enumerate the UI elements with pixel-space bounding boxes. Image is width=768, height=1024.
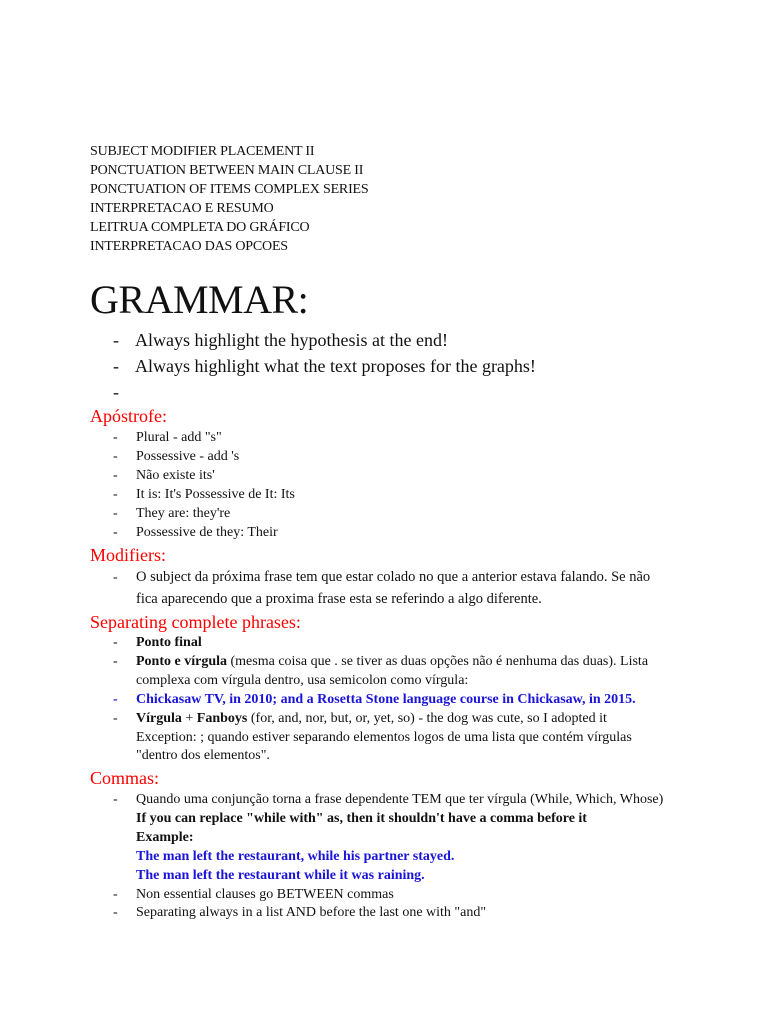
grammar-bullets xyxy=(113,327,536,405)
separating-item-example xyxy=(113,691,671,710)
commas-item-separating xyxy=(113,904,671,923)
grammar-bullet xyxy=(113,327,536,353)
bullet-dash: - xyxy=(113,570,118,585)
topic-item: INTERPRETACAO E RESUMO xyxy=(90,200,274,216)
bullet-dash: - xyxy=(113,430,118,445)
fanboys-text: (for, and, nor, but, or, yet, so) - the dog was cute, so I adopted it xyxy=(247,710,607,726)
apostrofe-item xyxy=(113,448,671,467)
apostrofe-item-text: Não existe its' xyxy=(136,467,215,483)
modifiers-list xyxy=(113,567,671,610)
topic-item: PONCTUATION OF ITEMS COMPLEX SERIES xyxy=(90,181,369,197)
commas-list xyxy=(113,791,671,923)
apostrofe-item-text: It is: It's Possessive de It: Its xyxy=(136,486,295,502)
topic-item: SUBJECT MODIFIER PLACEMENT II xyxy=(90,144,315,159)
bullet-dash: - xyxy=(113,524,118,540)
apostrofe-item xyxy=(113,467,671,486)
modifiers-item xyxy=(113,567,671,610)
apostrofe-item xyxy=(113,486,671,505)
apostrofe-list xyxy=(113,429,671,542)
non-essential-text: Non essential clauses go BETWEEN commas xyxy=(136,886,394,902)
commas-item-non-essential xyxy=(113,886,671,905)
plus-sign: + xyxy=(181,710,197,726)
semicolon-example-text: Chickasaw TV, in 2010; and a Rosetta Stone language course in Chickasaw, in 2015. xyxy=(136,691,636,707)
grammar-title: GRAMMAR: xyxy=(90,277,309,322)
bullet-dash: - xyxy=(113,330,119,350)
bullet-dash: - xyxy=(113,486,118,502)
bullet-dash: - xyxy=(113,653,118,669)
commas-item-conjuncao xyxy=(113,791,671,886)
conjuncao-rule: If you can replace "while with" as, then it shouldn't have a comma before it xyxy=(136,810,587,826)
modifiers-heading: Modifiers: xyxy=(90,545,166,565)
separating-item-ponto-virgula xyxy=(113,653,671,691)
fanboys-label: Fanboys xyxy=(196,710,248,726)
bullet-dash: - xyxy=(113,505,118,521)
grammar-bullet-text: Always highlight what the text proposes for the graphs! xyxy=(135,356,536,376)
topic-item: PONCTUATION BETWEEN MAIN CLAUSE II xyxy=(90,162,364,178)
bullet-dash: - xyxy=(113,635,118,650)
separating-list xyxy=(113,634,671,766)
bullet-dash: - xyxy=(113,448,118,464)
grammar-bullet xyxy=(113,353,536,379)
separating-item-virgula-fanboys xyxy=(113,710,671,767)
bullet-dash: - xyxy=(113,382,119,402)
bullet-dash: - xyxy=(113,467,118,483)
apostrofe-item xyxy=(113,505,671,524)
topic-list xyxy=(90,143,368,256)
ponto-final-label: Ponto final xyxy=(136,635,202,650)
separating-list-text: Separating always in a list AND before the last one with "and" xyxy=(136,905,487,921)
comma-example-2: The man left the restaurant while it was raining. xyxy=(136,867,425,883)
bullet-dash: - xyxy=(113,886,118,902)
ponto-virgula-label: Ponto e vírgula xyxy=(136,653,227,669)
apostrofe-item xyxy=(113,429,671,448)
ponto-virgula-text: (mesma coisa que . se tiver as duas opções não é nenhuma das duas). Lista complexa com vírgula dentro, usa semicolon como vírgula: xyxy=(136,653,649,688)
apostrofe-item-text: They are: they're xyxy=(136,505,231,521)
apostrofe-item-text: Possessive de they: Their xyxy=(136,524,278,540)
virgula-label: Vírgula xyxy=(136,710,182,726)
apostrofe-item-text: Plural - add "s" xyxy=(136,430,222,445)
separating-heading: Separating complete phrases: xyxy=(90,612,301,632)
bullet-dash: - xyxy=(113,691,118,707)
apostrofe-item-text: Possessive - add 's xyxy=(136,448,240,464)
bullet-dash: - xyxy=(113,792,118,807)
comma-example-1: The man left the restaurant, while his partner stayed. xyxy=(136,848,455,864)
apostrofe-heading: Apóstrofe: xyxy=(90,406,167,426)
grammar-bullet-text: Always highlight the hypothesis at the end! xyxy=(135,330,448,350)
conjuncao-text: Quando uma conjunção torna a frase dependente TEM que ter vírgula (While, Which, Whose) xyxy=(136,792,664,807)
commas-heading: Commas: xyxy=(90,768,160,788)
bullet-dash: - xyxy=(113,356,119,376)
example-label: Example: xyxy=(136,829,194,845)
exception-text: Exception: ; quando estiver separando elementos logos de uma lista que contém vírgulas "dentro dos elementos". xyxy=(136,729,632,764)
grammar-bullet xyxy=(113,379,536,405)
bullet-dash: - xyxy=(113,710,118,726)
separating-item-ponto-final xyxy=(113,634,671,653)
modifiers-item-text: O subject da próxima frase tem que estar colado no que a anterior estava falando. Se não fica aparecendo que a proxima frase esta se referindo a algo diferente. xyxy=(136,569,651,607)
topic-item: LEITRUA COMPLETA DO GRÁFICO xyxy=(90,219,310,235)
apostrofe-item xyxy=(113,524,671,543)
topic-item: INTERPRETACAO DAS OPCOES xyxy=(90,238,288,254)
bullet-dash: - xyxy=(113,905,118,921)
